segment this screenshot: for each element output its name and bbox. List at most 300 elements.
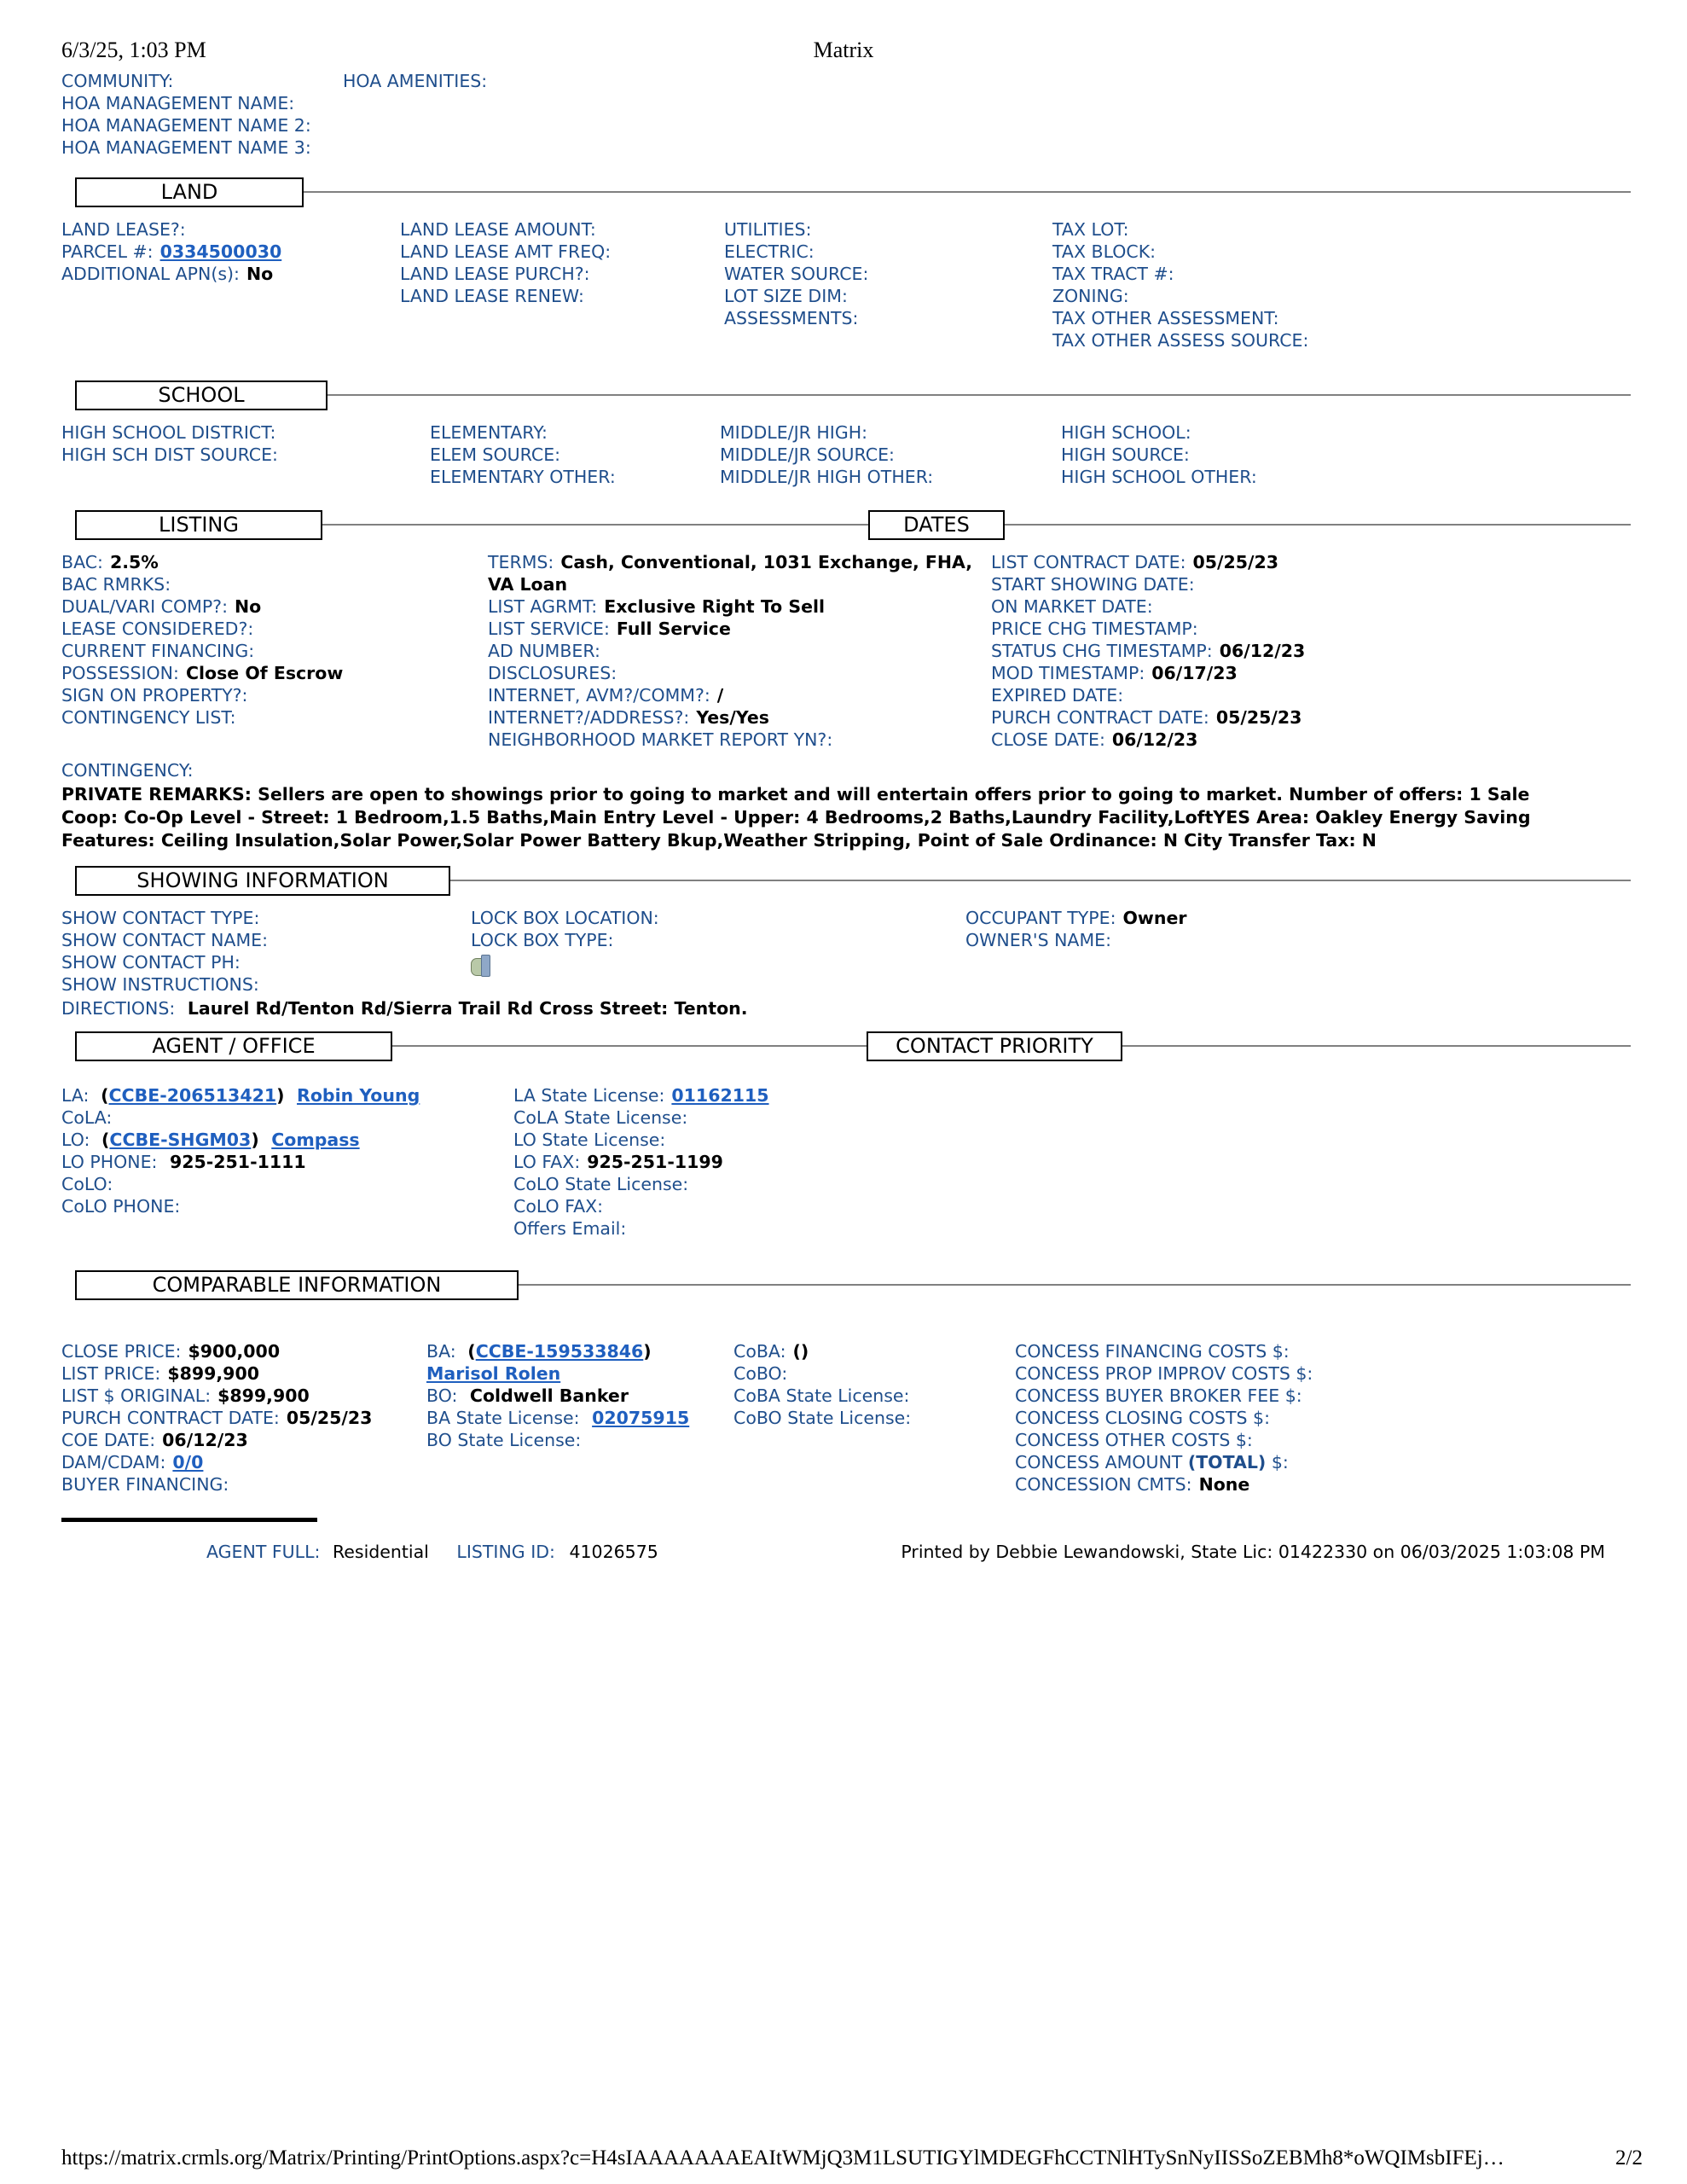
field-label: ELEMENTARY OTHER:	[430, 467, 616, 487]
field-value: $899,900	[167, 1363, 259, 1384]
field-value: 05/25/23	[1215, 707, 1302, 728]
field-row	[991, 551, 1503, 573]
field-label: CONCESSION CMTS:	[1015, 1474, 1192, 1495]
field-label: CoBO:	[733, 1363, 788, 1384]
field-row	[513, 1151, 1025, 1173]
field-row	[733, 1407, 1015, 1429]
field-label: SHOW CONTACT TYPE:	[61, 908, 260, 928]
field-label: LO FAX:	[513, 1152, 581, 1172]
field-label: CONCESS OTHER COSTS $:	[1015, 1430, 1253, 1450]
field-row	[61, 907, 471, 929]
field-label: OCCUPANT TYPE:	[965, 908, 1116, 928]
field-label: CONTINGENCY LIST:	[61, 707, 236, 728]
field-row	[1052, 307, 1436, 329]
field-row	[991, 618, 1503, 640]
field-row	[61, 218, 400, 241]
field-row	[61, 951, 471, 973]
field-row	[1015, 1407, 1441, 1429]
listing-col-3	[991, 551, 1503, 751]
colo-label: CoLO:	[61, 1174, 113, 1194]
field-row	[724, 285, 1052, 307]
field-value: Full Service	[616, 619, 731, 639]
field-label: CONCESS CLOSING COSTS $:	[1015, 1408, 1270, 1428]
field-row	[61, 573, 488, 595]
field-row	[513, 1195, 1025, 1217]
field-label: CoLA State License:	[513, 1107, 688, 1128]
lo-phone-label: LO PHONE:	[61, 1152, 158, 1172]
la-label: LA:	[61, 1085, 90, 1106]
agent-full-row	[206, 1541, 658, 1563]
field-row	[1052, 285, 1436, 307]
field-row	[1052, 329, 1436, 351]
field-label: STATUS CHG TIMESTAMP:	[991, 641, 1213, 661]
field-label: DAM/CDAM:	[61, 1452, 166, 1472]
field-label: TERMS:	[488, 552, 554, 572]
field-label: AD NUMBER:	[488, 641, 600, 661]
field-label: LAND LEASE PURCH?:	[400, 264, 590, 284]
comparable-fields	[61, 1340, 1631, 1496]
ba-label: BA:	[426, 1341, 456, 1362]
field-label: BAC RMRKS:	[61, 574, 171, 595]
field-row	[513, 1107, 1025, 1129]
field-value: Cash, Conventional, 1031 Exchange, FHA, VA Loan	[488, 552, 973, 595]
section-title-school: SCHOOL	[75, 380, 328, 410]
hoa-block	[61, 70, 1631, 159]
listing-col-2	[488, 551, 991, 751]
field-label: Offers Email:	[513, 1218, 627, 1239]
field-row	[61, 241, 400, 263]
field-label: CoLO FAX:	[513, 1196, 604, 1217]
field-value: Yes/Yes	[696, 707, 769, 728]
field-row	[488, 595, 991, 618]
field-label: LO State License:	[513, 1130, 666, 1150]
land-col-1	[61, 218, 400, 351]
field-row	[724, 218, 1052, 241]
printed-by: Printed by Debbie Lewandowski, State Lic: 01422330 on 06/03/2025 1:03:08 PM	[901, 1542, 1605, 1562]
field-row	[488, 706, 991, 729]
print-date: 6/3/25, 1:03 PM	[61, 38, 206, 62]
paren-open: (	[461, 1341, 476, 1362]
field-row	[61, 929, 471, 951]
lockbox-icon-wrap	[471, 953, 965, 975]
agent-full-value: Residential	[332, 1542, 429, 1562]
ba-license-link[interactable]: 02075915	[592, 1408, 690, 1428]
field-value: No	[234, 596, 262, 617]
field-row	[61, 706, 488, 729]
field-row	[724, 307, 1052, 329]
field-label: SHOW CONTACT NAME:	[61, 930, 268, 950]
section-title-listing: LISTING	[75, 510, 322, 540]
field-label: CoBA:	[733, 1341, 786, 1362]
field-value: Exclusive Right To Sell	[604, 596, 826, 617]
field-label: COE DATE:	[61, 1430, 156, 1450]
field-value: 2.5%	[109, 552, 159, 572]
field-row	[1015, 1473, 1441, 1496]
field-row	[61, 1473, 426, 1496]
field-row	[61, 1362, 426, 1385]
field-label: ADDITIONAL APN(s):	[61, 264, 240, 284]
field-row	[720, 421, 1061, 444]
field-label: ON MARKET DATE:	[991, 596, 1153, 617]
field-row	[430, 421, 720, 444]
field-label: TAX BLOCK:	[1052, 241, 1157, 262]
la-name-link[interactable]: Robin Young	[297, 1085, 420, 1106]
land-col-3	[724, 218, 1052, 351]
field-label: START SHOWING DATE:	[991, 574, 1195, 595]
field-label: MIDDLE/JR HIGH OTHER:	[720, 467, 934, 487]
section-rule	[1122, 1045, 1631, 1047]
section-title-comparable: COMPARABLE INFORMATION	[75, 1270, 519, 1300]
paren-open: (	[95, 1130, 110, 1150]
field-value: $899,900	[217, 1385, 310, 1406]
field-label: DUAL/VARI COMP?:	[61, 596, 228, 617]
field-row	[1015, 1340, 1441, 1362]
field-row	[400, 263, 724, 285]
field-label: WATER SOURCE:	[724, 264, 869, 284]
field-label: BUYER FINANCING:	[61, 1474, 229, 1495]
field-value: 05/25/23	[1192, 552, 1279, 572]
field-row	[61, 1385, 426, 1407]
ba-name-link[interactable]: Marisol Rolen	[426, 1363, 561, 1384]
field-row	[991, 640, 1503, 662]
school-col-4	[1061, 421, 1445, 488]
field-label: HIGH SCH DIST SOURCE:	[61, 444, 278, 465]
community-label: COMMUNITY:	[61, 71, 174, 91]
comparable-col-1	[61, 1340, 426, 1496]
field-label: MOD TIMESTAMP:	[991, 663, 1145, 683]
field-label: TAX OTHER ASSESSMENT:	[1052, 308, 1279, 328]
section-rule	[322, 524, 868, 526]
showing-col-2	[471, 907, 965, 996]
directions-row	[61, 997, 1631, 1019]
colo-phone-label: CoLO PHONE:	[61, 1196, 181, 1217]
field-row	[1015, 1451, 1441, 1473]
ba-name-row	[426, 1362, 733, 1385]
agent-office-fields	[61, 1084, 1631, 1240]
field-value: 06/17/23	[1151, 663, 1238, 683]
field-row	[61, 263, 400, 285]
field-row	[1015, 1385, 1441, 1407]
bo-value: Coldwell Banker	[469, 1385, 629, 1406]
school-col-3	[720, 421, 1061, 488]
field-value[interactable]: 0/0	[172, 1452, 204, 1472]
field-row	[733, 1340, 1015, 1362]
print-page-number: 2/2	[1615, 2146, 1643, 2169]
field-value: Close Of Escrow	[185, 663, 344, 683]
section-rule	[392, 1045, 867, 1047]
field-row	[720, 444, 1061, 466]
field-label: LAND LEASE?:	[61, 219, 186, 240]
field-label: MIDDLE/JR HIGH:	[720, 422, 868, 443]
field-label: INTERNET, AVM?/COMM?:	[488, 685, 710, 706]
field-label: ELECTRIC:	[724, 241, 815, 262]
section-rule	[450, 880, 1631, 881]
field-row	[1052, 218, 1436, 241]
field-label: HIGH SCHOOL:	[1061, 422, 1191, 443]
showing-col-1	[61, 907, 471, 996]
field-label: LIST $ ORIGINAL:	[61, 1385, 212, 1406]
field-label: TAX LOT:	[1052, 219, 1129, 240]
field-row	[61, 662, 488, 684]
field-value: No	[246, 264, 274, 284]
field-row	[61, 444, 430, 466]
field-row	[61, 551, 488, 573]
report-footer	[61, 1541, 1631, 1563]
agent-office-col-left	[61, 1084, 513, 1240]
field-label: LOCK BOX TYPE:	[471, 930, 614, 950]
field-row	[61, 595, 488, 618]
section-banner-agent-office	[61, 1031, 1631, 1060]
field-label: ZONING:	[1052, 286, 1129, 306]
lo-label: LO:	[61, 1130, 90, 1150]
paren-close: )	[251, 1130, 259, 1150]
field-value[interactable]: 01162115	[671, 1085, 769, 1106]
section-banner-showing	[61, 866, 1631, 895]
field-value: 925-251-1199	[587, 1152, 723, 1172]
field-label: ASSESSMENTS:	[724, 308, 859, 328]
contingency-label: CONTINGENCY:	[61, 760, 194, 781]
footer-divider	[61, 1518, 317, 1522]
lo-name-link[interactable]: Compass	[271, 1130, 360, 1150]
field-value: $900,000	[188, 1341, 281, 1362]
field-value[interactable]: 0334500030	[159, 241, 282, 262]
field-label: HIGH SOURCE:	[1061, 444, 1190, 465]
land-col-4	[1052, 218, 1436, 351]
field-row	[1061, 421, 1445, 444]
section-title-dates: DATES	[868, 510, 1005, 540]
field-row	[724, 241, 1052, 263]
field-label: CONCESS AMOUNT (TOTAL) $:	[1015, 1452, 1289, 1472]
section-title-showing: SHOWING INFORMATION	[75, 866, 450, 896]
field-label: INTERNET?/ADDRESS?:	[488, 707, 690, 728]
bo-license-label: BO State License:	[426, 1430, 582, 1450]
field-row	[430, 466, 720, 488]
field-row	[965, 907, 1409, 929]
field-label: BAC:	[61, 552, 103, 572]
field-label-emphasis: (TOTAL)	[1187, 1452, 1267, 1472]
field-row	[488, 551, 991, 595]
lo-id-link[interactable]: CCBE-SHGM03	[109, 1130, 252, 1150]
field-row	[61, 1451, 426, 1473]
section-rule	[328, 394, 1631, 396]
field-value: ()	[792, 1341, 809, 1362]
showing-col-3	[965, 907, 1409, 996]
section-banner-school	[61, 380, 1631, 410]
paren-close: )	[643, 1341, 652, 1362]
field-row	[471, 929, 965, 951]
field-label: HIGH SCHOOL DISTRICT:	[61, 422, 276, 443]
field-row	[720, 466, 1061, 488]
paren-open: (	[95, 1085, 109, 1106]
comparable-col-4	[1015, 1340, 1441, 1496]
hoa-amenities-label: HOA AMENITIES:	[343, 71, 488, 91]
field-row	[61, 1340, 426, 1362]
lo-phone-row	[61, 1151, 513, 1173]
ba-license-label: BA State License:	[426, 1408, 580, 1428]
field-label: CONCESS PROP IMPROV COSTS $:	[1015, 1363, 1313, 1384]
agent-full-label: AGENT FULL:	[206, 1542, 321, 1562]
section-banner-comparable	[61, 1270, 1631, 1299]
field-label: ELEM SOURCE:	[430, 444, 561, 465]
field-label: ELEMENTARY:	[430, 422, 548, 443]
field-row	[1061, 444, 1445, 466]
lo-phone-value: 925-251-1111	[169, 1152, 306, 1172]
school-col-1	[61, 421, 430, 488]
field-label: CONCESS FINANCING COSTS $:	[1015, 1341, 1290, 1362]
field-row	[513, 1084, 1025, 1107]
comparable-col-3	[733, 1340, 1015, 1496]
section-banner-listing	[61, 510, 1631, 539]
field-label: LIST SERVICE:	[488, 619, 610, 639]
field-label: LOT SIZE DIM:	[724, 286, 848, 306]
field-row	[991, 706, 1503, 729]
bo-label: BO:	[426, 1385, 458, 1406]
field-label: LAND LEASE RENEW:	[400, 286, 584, 306]
section-title-agent-office: AGENT / OFFICE	[75, 1031, 392, 1061]
field-row	[991, 684, 1503, 706]
cola-label: CoLA:	[61, 1107, 113, 1128]
field-label: CoLO State License:	[513, 1174, 689, 1194]
field-row	[965, 929, 1409, 951]
land-col-2	[400, 218, 724, 351]
field-row	[61, 684, 488, 706]
field-row	[1015, 1429, 1441, 1451]
lo-row	[61, 1129, 513, 1151]
print-url: https://matrix.crmls.org/Matrix/Printing/PrintOptions.aspx?c=H4sIAAAAAAAEAItWMjQ3M1LSUTIGYlMDEGFhCCTNlHTySnNyIISSoZEBMh8*oWQIMsbIFEj…	[61, 2146, 1504, 2169]
field-label: PARCEL #:	[61, 241, 154, 262]
field-row	[513, 1173, 1025, 1195]
field-row	[61, 640, 488, 662]
field-row	[400, 241, 724, 263]
field-row	[1061, 466, 1445, 488]
field-row	[488, 618, 991, 640]
field-label: CLOSE PRICE:	[61, 1341, 182, 1362]
field-label: HIGH SCHOOL OTHER:	[1061, 467, 1257, 487]
section-rule	[1005, 524, 1631, 526]
listing-id-label: LISTING ID:	[456, 1542, 555, 1562]
field-row	[991, 573, 1503, 595]
field-row	[488, 684, 991, 706]
field-label: CONCESS BUYER BROKER FEE $:	[1015, 1385, 1302, 1406]
section-title-contact-priority: CONTACT PRIORITY	[867, 1031, 1122, 1061]
school-fields	[61, 421, 1631, 488]
field-label: LEASE CONSIDERED?:	[61, 619, 254, 639]
field-row	[488, 640, 991, 662]
print-title: Matrix	[813, 38, 874, 62]
field-label: LIST AGRMT:	[488, 596, 598, 617]
field-label: PURCH CONTRACT DATE:	[61, 1408, 280, 1428]
field-label: LA State License:	[513, 1085, 665, 1106]
ba-id-link[interactable]: CCBE-159533846	[475, 1341, 644, 1362]
listing-col-1	[61, 551, 488, 751]
field-label: OWNER'S NAME:	[965, 930, 1112, 950]
field-value: 06/12/23	[1219, 641, 1306, 661]
field-value: 06/12/23	[162, 1430, 248, 1450]
lockbox-icon	[471, 955, 490, 975]
field-row	[733, 1362, 1015, 1385]
field-value: 05/25/23	[286, 1408, 373, 1428]
field-label: CLOSE DATE:	[991, 729, 1105, 750]
field-label: TAX OTHER ASSESS SOURCE:	[1052, 330, 1309, 351]
hoa-mgmt-2-label: HOA MANAGEMENT NAME 2:	[61, 115, 311, 136]
field-value: 06/12/23	[1111, 729, 1198, 750]
field-row	[733, 1385, 1015, 1407]
field-row	[61, 973, 471, 996]
listing-fields	[61, 551, 1631, 751]
field-row	[61, 618, 488, 640]
section-banner-land	[61, 177, 1631, 206]
la-row	[61, 1084, 513, 1107]
field-label: CoBO State License:	[733, 1408, 912, 1428]
field-label: PURCH CONTRACT DATE:	[991, 707, 1209, 728]
field-label: PRICE CHG TIMESTAMP:	[991, 619, 1198, 639]
field-label: SIGN ON PROPERTY?:	[61, 685, 248, 706]
section-rule	[519, 1284, 1631, 1286]
field-value: Owner	[1122, 908, 1187, 928]
field-label: DISCLOSURES:	[488, 663, 617, 683]
field-value: /	[716, 685, 724, 706]
field-row	[991, 662, 1503, 684]
field-label: NEIGHBORHOOD MARKET REPORT YN?:	[488, 729, 833, 750]
la-id-link[interactable]: CCBE-206513421	[108, 1085, 277, 1106]
field-row	[488, 662, 991, 684]
field-label: UTILITIES:	[724, 219, 812, 240]
private-remarks: PRIVATE REMARKS: Sellers are open to showings prior to going to market and will entertain offers prior to going to market. Number of offers: 1 Sale Coop: Co-Op Level - Street: 1 Bedroom,1.5 Baths,Main Entry Level - Upper: 4 Bedrooms,2 Baths,Laundry Facility,LoftYES Area: Oakley Energy Saving Features: Ceiling Insulation,Solar Power,Solar Power Battery Bkup,Weather Stripping, Point of Sale Ordinance: N City Transfer Tax: N	[61, 784, 1531, 851]
field-row	[488, 729, 991, 751]
directions-value: Laurel Rd/Tenton Rd/Sierra Trail Rd Cross Street: Tenton.	[187, 998, 748, 1019]
directions-label: DIRECTIONS:	[61, 998, 176, 1019]
land-fields	[61, 218, 1631, 351]
ba-row	[426, 1340, 733, 1362]
field-row	[61, 1429, 426, 1451]
comparable-col-2	[426, 1340, 733, 1496]
field-row	[1052, 263, 1436, 285]
field-label: LOCK BOX LOCATION:	[471, 908, 659, 928]
field-row	[724, 263, 1052, 285]
field-row	[471, 907, 965, 929]
field-row	[1052, 241, 1436, 263]
field-label: POSSESSION:	[61, 663, 179, 683]
field-row	[991, 729, 1503, 751]
section-rule	[304, 191, 1631, 193]
hoa-mgmt-1-label: HOA MANAGEMENT NAME:	[61, 93, 295, 113]
field-value: None	[1198, 1474, 1250, 1495]
field-label: EXPIRED DATE:	[991, 685, 1124, 706]
field-label: MIDDLE/JR SOURCE:	[720, 444, 895, 465]
field-label: LIST PRICE:	[61, 1363, 161, 1384]
ba-license-row	[426, 1407, 733, 1429]
field-label: SHOW INSTRUCTIONS:	[61, 974, 259, 995]
field-label: CURRENT FINANCING:	[61, 641, 255, 661]
field-label: CoBA State License:	[733, 1385, 910, 1406]
agent-office-col-right	[513, 1084, 1025, 1240]
field-label: LAND LEASE AMT FREQ:	[400, 241, 612, 262]
showing-fields	[61, 907, 1631, 996]
field-label: TAX TRACT #:	[1052, 264, 1174, 284]
school-col-2	[430, 421, 720, 488]
section-title-land: LAND	[75, 177, 304, 207]
field-row	[430, 444, 720, 466]
field-label: LAND LEASE AMOUNT:	[400, 219, 596, 240]
field-label: LIST CONTRACT DATE:	[991, 552, 1186, 572]
field-row	[61, 421, 430, 444]
listing-id-value: 41026575	[569, 1542, 658, 1562]
field-row	[400, 285, 724, 307]
listing-report	[61, 70, 1631, 1563]
field-row	[513, 1129, 1025, 1151]
field-row	[991, 595, 1503, 618]
field-row	[61, 1407, 426, 1429]
